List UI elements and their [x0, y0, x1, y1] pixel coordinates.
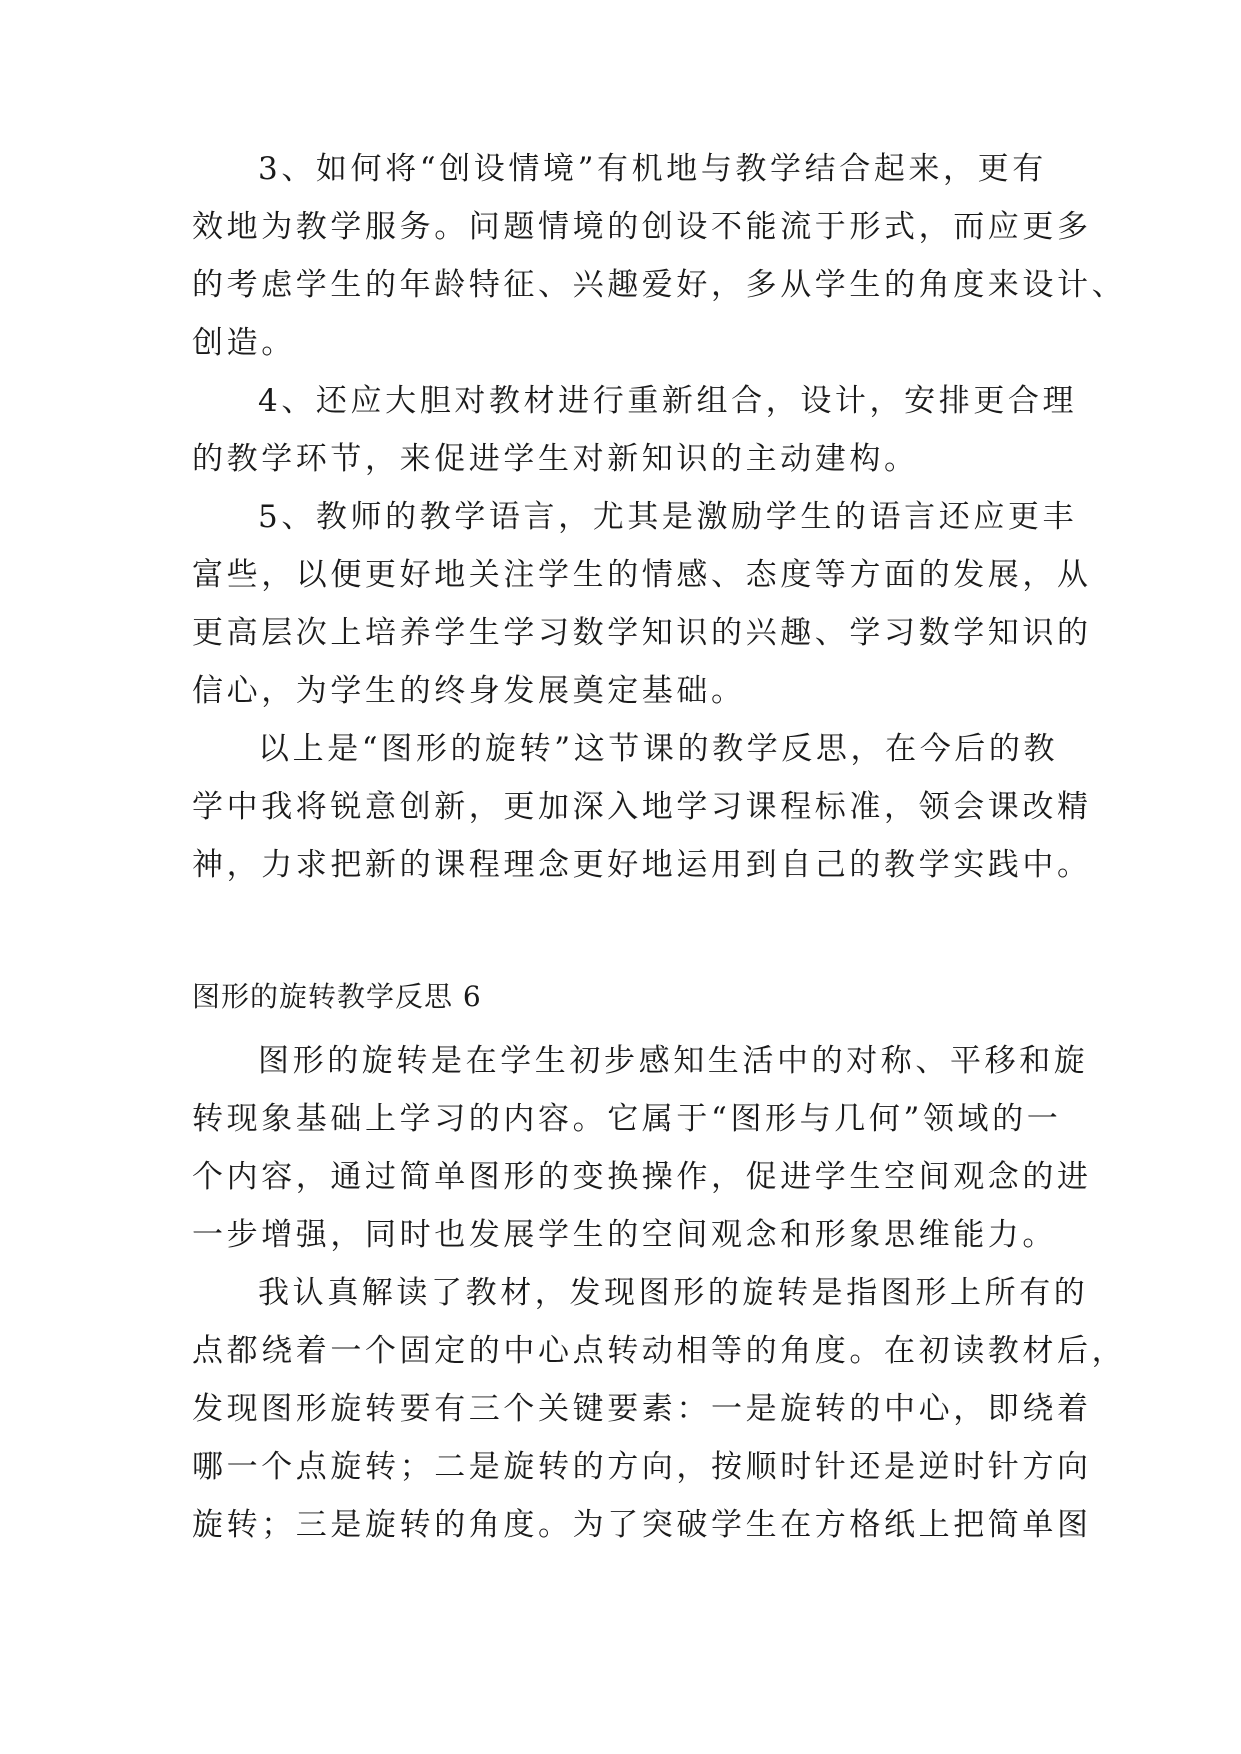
paragraph-3-line-4: 创造。 — [192, 325, 296, 361]
closing-paragraph-line-1: 以上是“图形的旋转”这节课的教学反思，在今后的教 — [258, 731, 1059, 767]
paragraph-5-line-4: 信心，为学生的终身发展奠定基础。 — [192, 673, 746, 709]
paragraph-5-line-1: 5、教师的教学语言，尤其是激励学生的语言还应更丰 — [258, 499, 1078, 535]
section-paragraph-2-line-2: 点都绕着一个固定的中心点转动相等的角度。在初读教材后， — [192, 1333, 1127, 1369]
section-paragraph-2-line-4: 哪一个点旋转；二是旋转的方向，按顺时针还是逆时针方向 — [192, 1449, 1092, 1485]
section-paragraph-2-line-1: 我认真解读了教材，发现图形的旋转是指图形上所有的 — [258, 1275, 1089, 1311]
closing-paragraph-line-3: 神，力求把新的课程理念更好地运用到自己的教学实践中。 — [192, 847, 1092, 883]
section-paragraph-2-line-5: 旋转；三是旋转的角度。为了突破学生在方格纸上把简单图 — [192, 1507, 1092, 1543]
paragraph-5-line-3: 更高层次上培养学生学习数学知识的兴趣、学习数学知识的 — [192, 615, 1092, 651]
section-paragraph-1-line-2: 转现象基础上学习的内容。它属于“图形与几何”领域的一 — [192, 1101, 1062, 1137]
paragraph-3-line-1: 3、如何将“创设情境”有机地与教学结合起来，更有 — [258, 151, 1047, 187]
section-paragraph-1-line-1: 图形的旋转是在学生初步感知生活中的对称、平移和旋 — [258, 1043, 1089, 1079]
paragraph-4-line-1: 4、还应大胆对教材进行重新组合，设计，安排更合理 — [258, 383, 1078, 419]
paragraph-5-line-2: 富些，以便更好地关注学生的情感、态度等方面的发展，从 — [192, 557, 1092, 593]
closing-paragraph-line-2: 学中我将锐意创新，更加深入地学习课程标准，领会课改精 — [192, 789, 1092, 825]
section-paragraph-1-line-4: 一步增强，同时也发展学生的空间观念和形象思维能力。 — [192, 1217, 1057, 1253]
section-paragraph-1-line-3: 个内容，通过简单图形的变换操作，促进学生空间观念的进 — [192, 1159, 1092, 1195]
paragraph-3-line-2: 效地为教学服务。问题情境的创设不能流于形式，而应更多 — [192, 209, 1092, 245]
section-title: 图形的旋转教学反思 6 — [192, 980, 482, 1013]
paragraph-3-line-3: 的考虑学生的年龄特征、兴趣爱好，多从学生的角度来设计、 — [192, 267, 1127, 303]
paragraph-4-line-2: 的教学环节，来促进学生对新知识的主动建构。 — [192, 441, 919, 477]
section-paragraph-2-line-3: 发现图形旋转要有三个关键要素：一是旋转的中心，即绕着 — [192, 1391, 1092, 1427]
